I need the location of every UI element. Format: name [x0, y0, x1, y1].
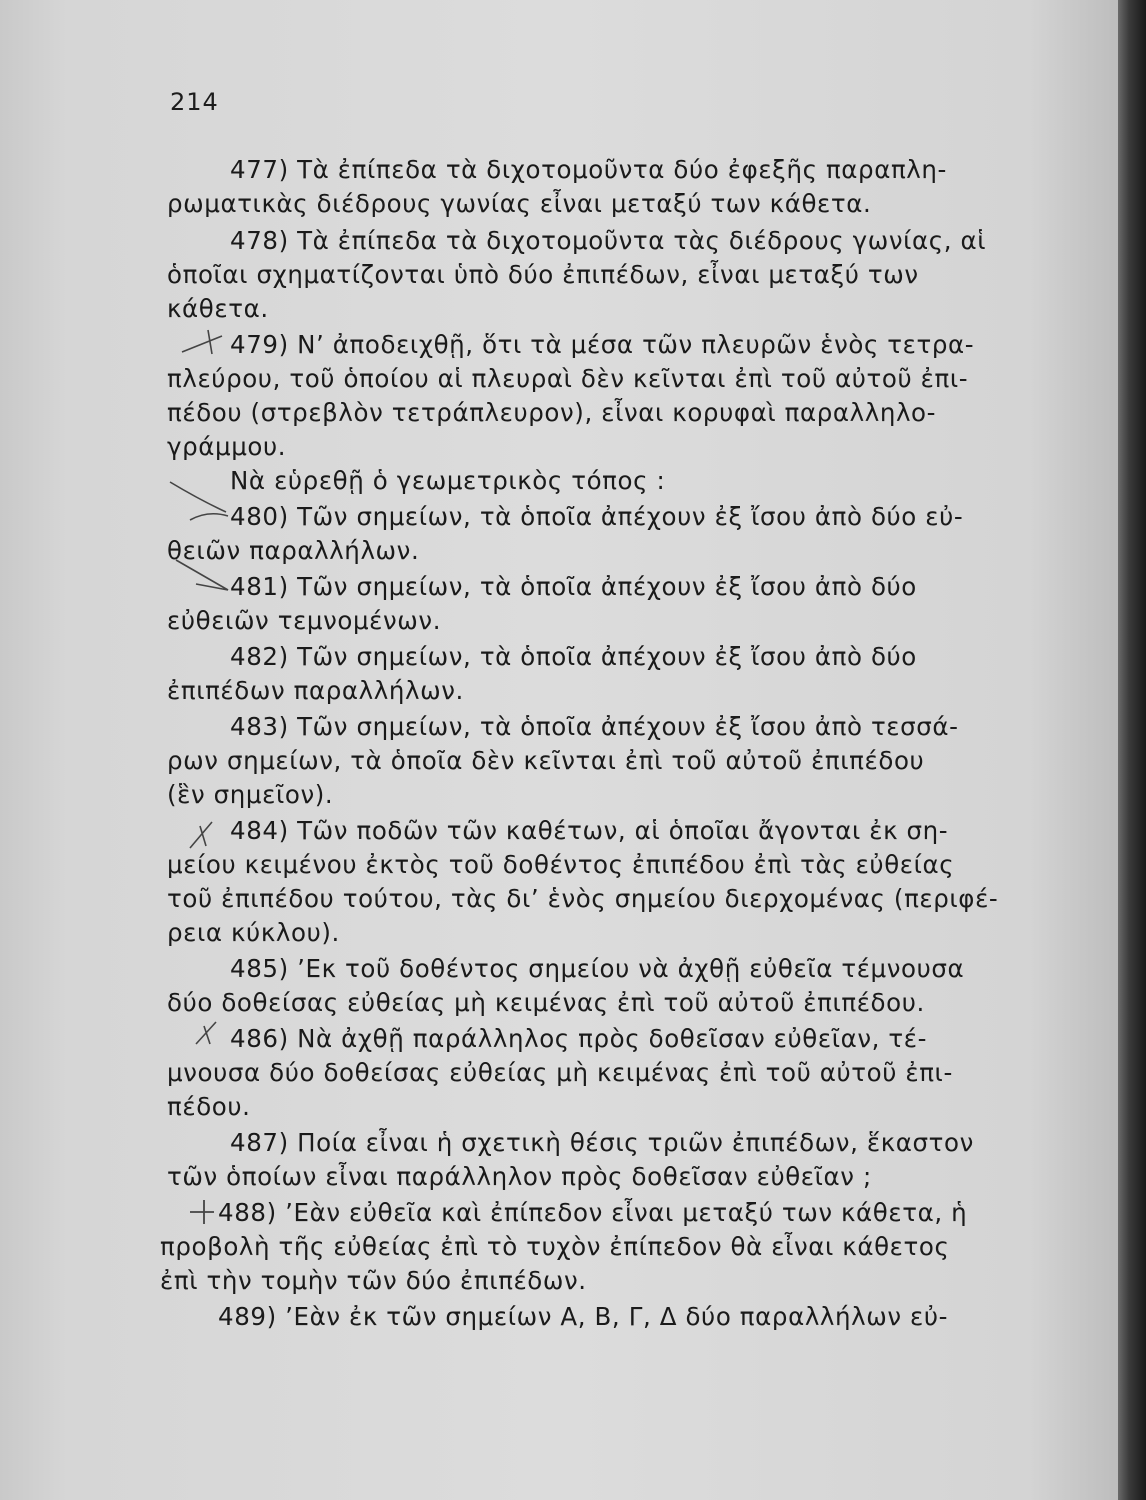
- text-line: 482) Τῶν σημείων, τὰ ὁποῖα ἀπέχουν ἐξ ἴσου ἀπὸ δύο: [230, 642, 917, 671]
- text-line: μνουσα δύο δοθείσας εὐθείας μὴ κειμένας ἐπὶ τοῦ αὐτοῦ ἐπι-: [167, 1058, 953, 1087]
- text-line: ἐπὶ τὴν τομὴν τῶν δύο ἐπιπέδων.: [160, 1266, 587, 1295]
- text-line: μείου κειμένου ἐκτὸς τοῦ δοθέντος ἐπιπέδου ἐπὶ τὰς εὐθείας: [167, 850, 955, 879]
- text-line: 483) Τῶν σημείων, τὰ ὁποῖα ἀπέχουν ἐξ ἴσου ἀπὸ τεσσά-: [230, 712, 959, 741]
- text-line: πέδου (στρεβλὸν τετράπλευρον), εἶναι κορυφαὶ παραλληλο-: [167, 398, 937, 427]
- text-line: 488) ’Εὰν εὐθεῖα καὶ ἐπίπεδον εἶναι μεταξύ των κάθετα, ἡ: [218, 1198, 968, 1227]
- text-line: 487) Ποία εἶναι ἡ σχετικὴ θέσις τριῶν ἐπιπέδων, ἕκαστον: [230, 1128, 974, 1157]
- text-line: ὁποῖαι σχηματίζονται ὑπὸ δύο ἐπιπέδων, εἶναι μεταξύ των: [167, 260, 919, 289]
- text-line: ἐπιπέδων παραλλήλων.: [167, 676, 464, 705]
- text-line: ρεια κύκλου).: [167, 918, 340, 947]
- text-line: 479) Ν’ ἀποδειχθῇ, ὅτι τὰ μέσα τῶν πλευρῶν ἑνὸς τετρα-: [230, 330, 975, 359]
- pencil-arrow-480: [170, 482, 228, 520]
- text-line: γράμμου.: [167, 432, 287, 461]
- pencil-tick-484: [190, 822, 212, 848]
- text-line: 485) ’Εκ τοῦ δοθέντος σημείου νὰ ἀχθῇ εὐθεῖα τέμνουσα: [230, 954, 965, 983]
- text-line: ρων σημείων, τὰ ὁποῖα δὲν κεῖνται ἐπὶ τοῦ αὐτοῦ ἐπιπέδου: [167, 746, 925, 775]
- text-line: ρωματικὰς διέδρους γωνίας εἶναι μεταξύ των κάθετα.: [167, 189, 872, 218]
- text-line: 486) Νὰ ἀχθῇ παράλληλος πρὸς δοθεῖσαν εὐθεῖαν, τέ-: [230, 1024, 928, 1053]
- text-line: 480) Τῶν σημείων, τὰ ὁποῖα ἀπέχουν ἐξ ἴσου ἀπὸ δύο εὐ-: [230, 502, 964, 531]
- text-line: θειῶν παραλλήλων.: [167, 536, 420, 565]
- pencil-tick-479: [182, 330, 222, 354]
- text-line: 477) Τὰ ἐπίπεδα τὰ διχοτομοῦντα δύο ἐφεξῆς παραπλη-: [230, 155, 947, 184]
- text-line: εὐθειῶν τεμνομένων.: [167, 606, 442, 635]
- text-line: τοῦ ἐπιπέδου τούτου, τὰς δι’ ἑνὸς σημείου διερχομένας (περιφέ-: [167, 884, 999, 913]
- text-line: 478) Τὰ ἐπίπεδα τὰ διχοτομοῦντα τὰς διέδρους γωνίας, αἱ: [230, 226, 987, 255]
- pencil-cross-488: [190, 1200, 214, 1224]
- pencil-tick-486: [196, 1022, 216, 1044]
- text-line: τῶν ὁποίων εἶναι παράλληλον πρὸς δοθεῖσαν εὐθεῖαν ;: [167, 1162, 872, 1191]
- page-number: 214: [170, 88, 219, 116]
- text-line: (ἓν σημεῖον).: [167, 780, 334, 809]
- text-line: 484) Τῶν ποδῶν τῶν καθέτων, αἱ ὁποῖαι ἄγονται ἐκ ση-: [230, 816, 949, 845]
- page-edge-shadow: [1118, 0, 1146, 1500]
- text-line: πλεύρου, τοῦ ὁποίου αἱ πλευραὶ δὲν κεῖνται ἐπὶ τοῦ αὐτοῦ ἐπι-: [167, 364, 969, 393]
- text-line: δύο δοθείσας εὐθείας μὴ κειμένας ἐπὶ τοῦ αὐτοῦ ἐπιπέδου.: [167, 988, 925, 1017]
- text-line: πέδου.: [167, 1092, 251, 1121]
- section-heading: Νὰ εὑρεθῇ ὁ γεωμετρικὸς τόπος :: [230, 466, 666, 495]
- text-line: 481) Τῶν σημείων, τὰ ὁποῖα ἀπέχουν ἐξ ἴσου ἀπὸ δύο: [230, 572, 917, 601]
- text-line: κάθετα.: [167, 294, 269, 323]
- text-line: προβολὴ τῆς εὐθείας ἐπὶ τὸ τυχὸν ἐπίπεδον θὰ εἶναι κάθετος: [160, 1232, 950, 1261]
- text-line: 489) ’Εὰν ἐκ τῶν σημείων Α, Β, Γ, Δ δύο παραλλήλων εὐ-: [218, 1302, 949, 1331]
